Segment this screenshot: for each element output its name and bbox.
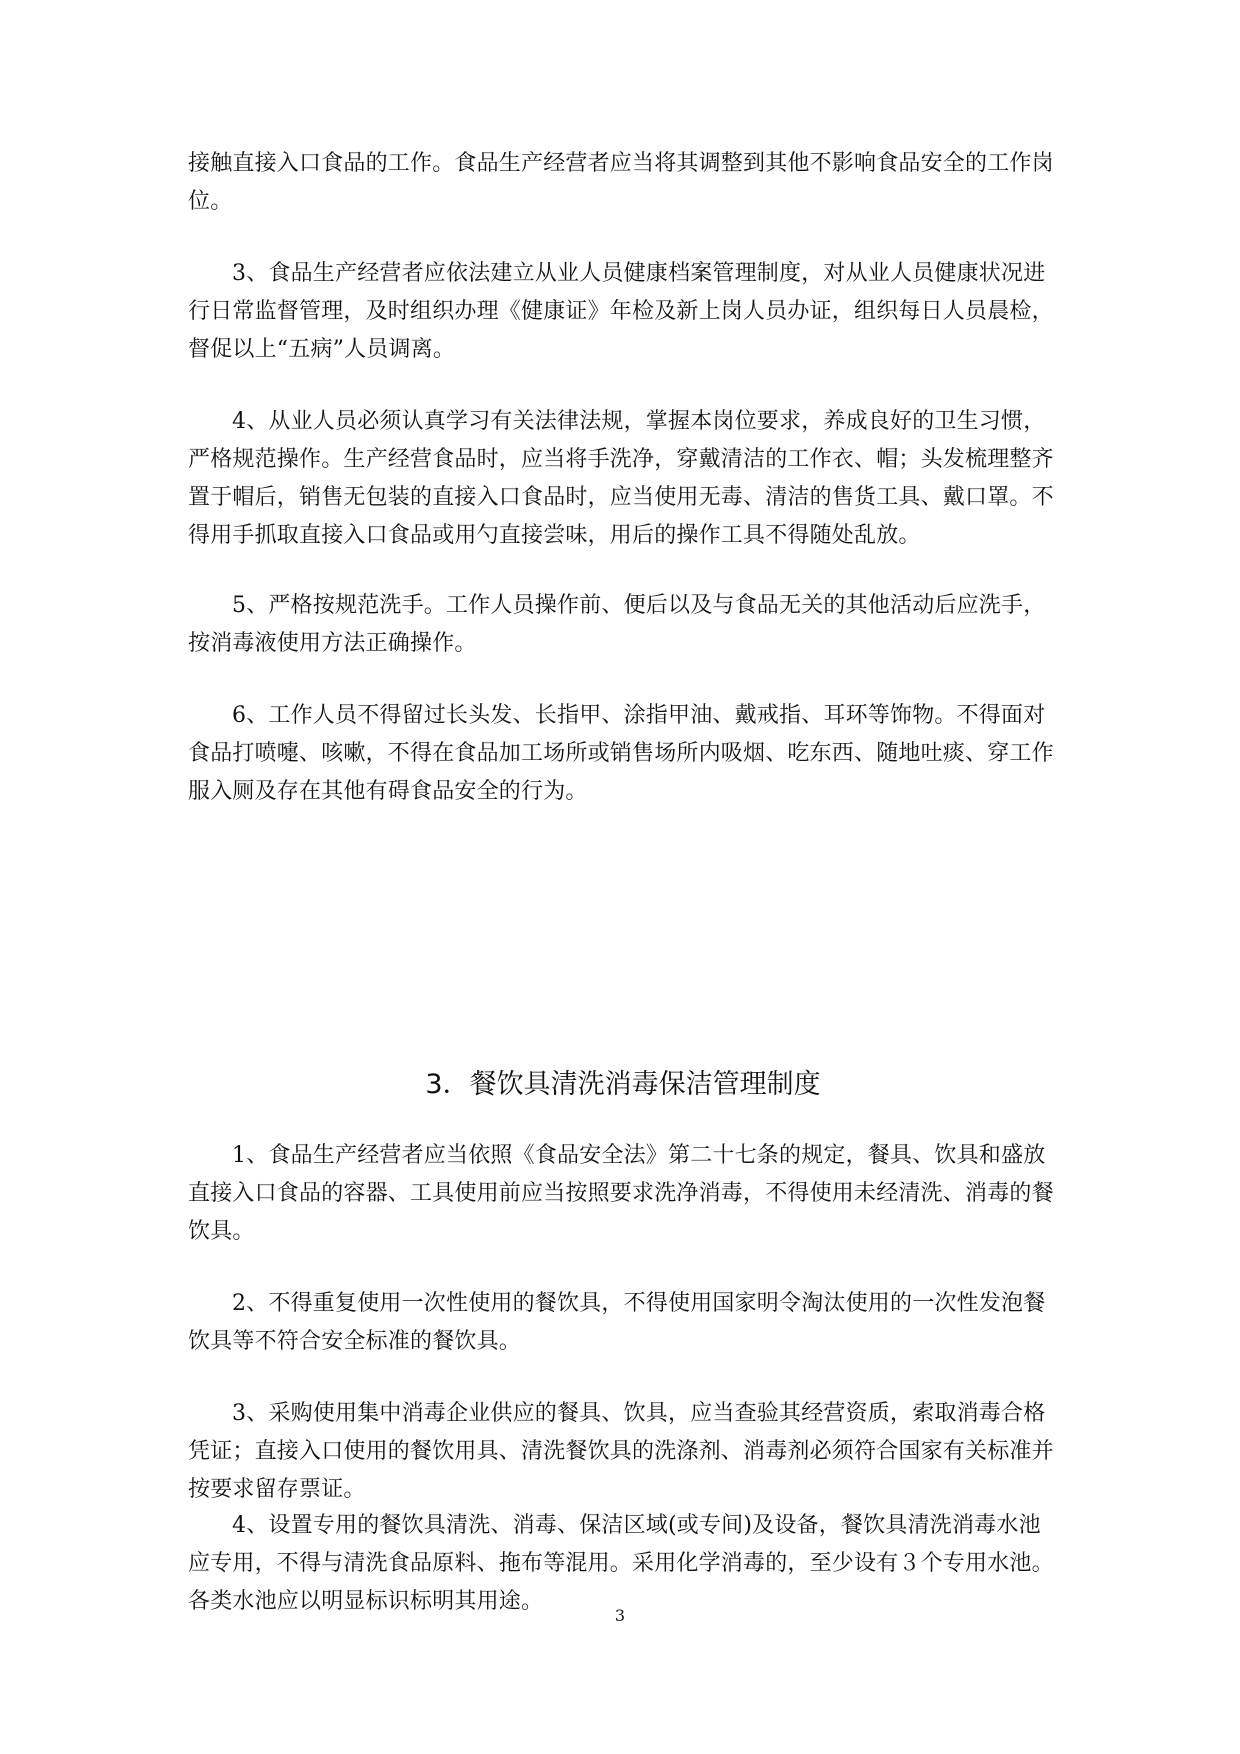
paragraph-continued: 接触直接入口食品的工作。食品生产经营者应当将其调整到其他不影响食品安全的工作岗位。 [188,151,1054,214]
paragraph-item-6: 6、工作人员不得留过长头发、长指甲、涂指甲油、戴戒指、耳环等饰物。不得面对食品打喷嚏、咳嗽，不得在食品加工场所或销售场所内吸烟、吃东西、随地吐痰、穿工作服入厕及存在其他有碍食品安全的行为。 [188,703,1054,804]
section-paragraph-item-4: 4、设置专用的餐饮具清洗、消毒、保洁区域(或专间)及设备，餐饮具清洗消毒水池应专用，不得与清洗食品原料、拖布等混用。采用化学消毒的，至少设有３个专用水池。各类水池应以明显标识标明其用途。 [188,1513,1054,1614]
section-title: 3．餐饮具清洗消毒保洁管理制度 [425,1069,821,1100]
page-number: 3 [614,1606,626,1625]
section-paragraph-item-2: 2、不得重复使用一次性使用的餐饮具，不得使用国家明令淘汰使用的一次性发泡餐饮具等不符合安全标准的餐饮具。 [188,1291,1046,1354]
paragraph-item-4: 4、从业人员必须认真学习有关法律法规，掌握本岗位要求，养成良好的卫生习惯，严格规范操作。生产经营食品时，应当将手洗净，穿戴清洁的工作衣、帽；头发梳理整齐置于帽后，销售无包装的直接入口食品时，应当使用无毒、清洁的售货工具、戴口罩。不得用手抓取直接入口食品或用勺直接尝味，用后的操作工具不得随处乱放。 [188,409,1054,548]
section-paragraph-item-3: 3、采购使用集中消毒企业供应的餐具、饮具，应当查验其经营资质，索取消毒合格凭证；直接入口使用的餐饮用具、清洗餐饮具的洗涤剂、消毒剂必须符合国家有关标准并按要求留存票证。 [188,1401,1054,1502]
paragraph-item-3: 3、食品生产经营者应依法建立从业人员健康档案管理制度，对从业人员健康状况进行日常监督管理，及时组织办理《健康证》年检及新上岗人员办证，组织每日人员晨检，督促以上“五病”人员调离。 [188,261,1054,362]
paragraph-item-5: 5、严格按规范洗手。工作人员操作前、便后以及与食品无关的其他活动后应洗手，按消毒液使用方法正确操作。 [188,593,1046,656]
section-paragraph-item-1: 1、食品生产经营者应当依照《食品安全法》第二十七条的规定，餐具、饮具和盛放直接入口食品的容器、工具使用前应当按照要求洗净消毒，不得使用未经清洗、消毒的餐饮具。 [188,1143,1054,1244]
